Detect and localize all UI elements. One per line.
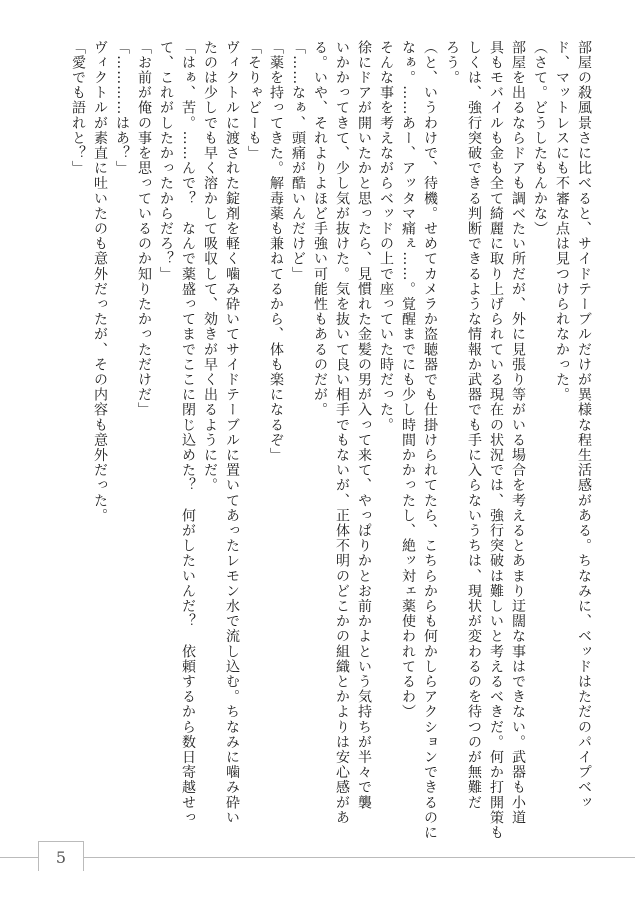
page-number-tab <box>38 841 84 871</box>
text-line: （と、いうわけで、待機。せめてカメラか盗聴器でも仕掛けられてたら、こちらからも何かしらアクションできるのに <box>422 40 438 840</box>
text-line: 部屋を出るならドアも調べたい所だが、外に見張り等がいる場合を考えるとあまり迂闊な事はできない。武器も小道 <box>510 40 526 826</box>
text-line: ヴィクトルが素直に吐いたのも意外だったが、その内容も意外だった。 <box>92 40 108 524</box>
text-line: 具もモバイルも金も全て綺麗に取り上げられている現在の状況では、強行突破は難しいと考えるべきだ。何か打開策も <box>488 40 504 840</box>
page-footer <box>0 835 635 875</box>
text-line: 「……なぁ、頭痛が酷いんだけど」 <box>290 40 306 282</box>
text-line: ド、マットレスにも不審な点は見つけられなかった。 <box>554 40 570 403</box>
text-line: （さて。どうしたもんかな） <box>532 40 548 237</box>
text-line: 「はぁ、苦。……んで？ なんで薬盛ってまでここに閉じ込めた？ 何がしたいんだ？ 依頼するから数日寄越せっ <box>180 40 196 826</box>
text-line: ろう。 <box>444 40 460 86</box>
text-line: しくは、強行突破できる判断できるような情報か武器でも手に入らないうちは、現状が変わるのを待つのが無難だ <box>466 40 482 811</box>
body-text <box>35 40 595 840</box>
text-line: 「愛でも語れと？」 <box>70 40 86 176</box>
text-line: 「…………はあ？」 <box>114 40 130 176</box>
text-line: なぁ。……あー、アッタマ痛ぇ……。覚醒までにも少し時間かかったし、絶ッ対ェ薬使われてるわ） <box>400 40 416 720</box>
text-line: 徐にドアが開いたかと思ったら、見慣れた金髪の男が入って来て、やっぱりかとお前かよという気持ちが半々で襲 <box>356 40 372 811</box>
text-line: 「薬を持ってきた。解毒薬も兼ねてるから、体も楽になるぞ」 <box>268 40 284 463</box>
text-line: て、これがしたかったからだろ？」 <box>158 40 174 282</box>
text-line: たのは少しでも早く溶かして吸収して、効きが早く出るようにだ。 <box>202 40 218 493</box>
text-line: 部屋の殺風景さに比べると、サイドテーブルだけが異様な程生活感がある。ちなみに、ベッドはただのパイプベッ <box>576 40 592 811</box>
text-line: 「そりゃどーも」 <box>246 40 262 161</box>
footer-rule <box>0 857 635 858</box>
page-number: 5 <box>55 848 67 867</box>
text-line: そんな事を考えながらベッドの上で座っていた時だった。 <box>378 40 394 433</box>
text-line: ヴィクトルに渡された錠剤を軽く噛み砕いてサイドテーブルに置いてあったレモン水で流し込む。ちなみに噛み砕い <box>224 40 240 826</box>
text-line: 「お前が俺の事を思っているのか知りたかっただけだ」 <box>136 40 152 418</box>
text-line: る。いや、それよりよほど手強い可能性もあるのだが。 <box>312 40 328 418</box>
text-line: いかかってきて、少し気が抜けた。気を抜いて良い相手でもないが、正体不明のどこかの組織とかよりは安心感があ <box>334 40 350 826</box>
